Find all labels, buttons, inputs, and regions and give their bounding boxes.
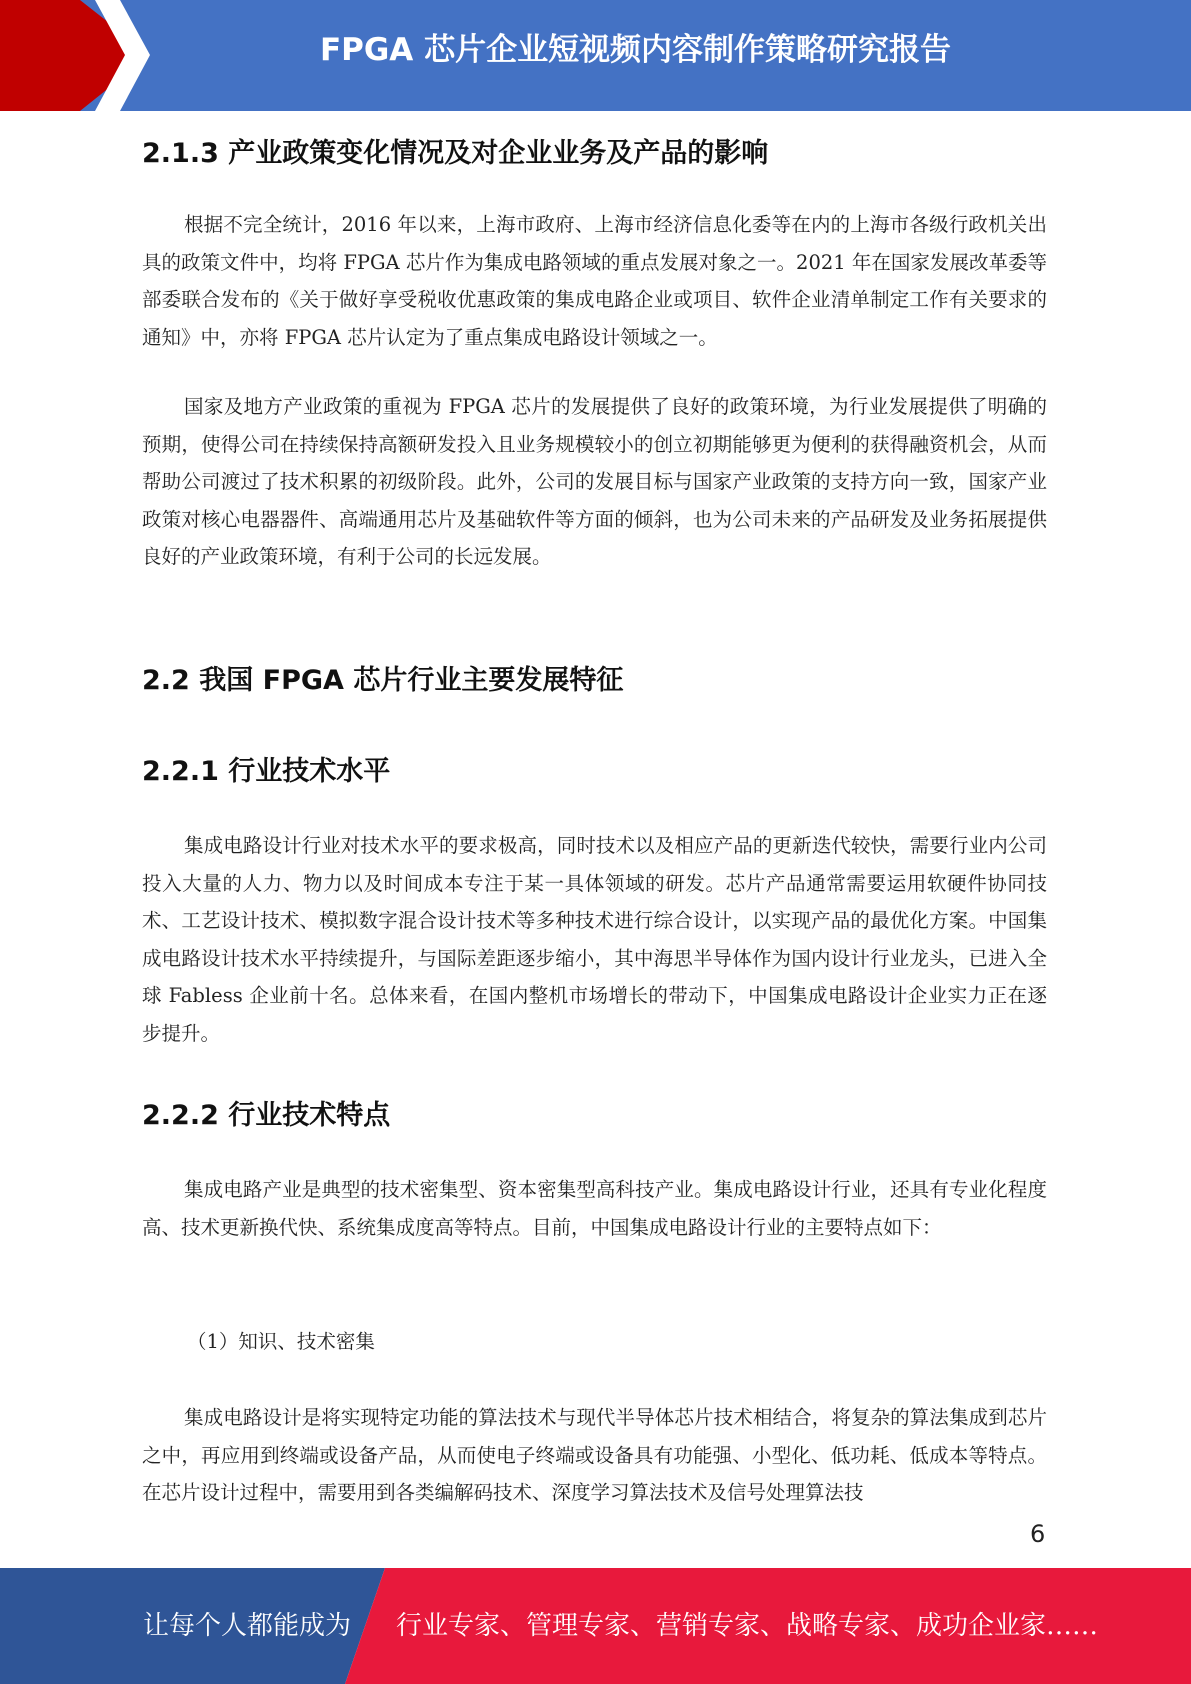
page-header (0, 0, 1191, 111)
heading-2-2: 2.2 我国 FPGA 芯片行业主要发展特征 (142, 665, 624, 696)
paragraph: 集成电路设计是将实现特定功能的算法技术与现代半导体芯片技术相结合，将复杂的算法集成到芯片之中，再应用到终端或设备产品，从而使电子终端或设备具有功能强、小型化、低功耗、低成本等特点。在芯片设计过程中，需要用到各类编解码技术、深度学习算法技术及信号处理算法技 (142, 1406, 1047, 1504)
heading-2-2-2: 2.2.2 行业技术特点 (142, 1100, 391, 1131)
heading-2-2-1: 2.2.1 行业技术水平 (142, 756, 391, 787)
page-footer (0, 1568, 1191, 1684)
page-number: 6 (1030, 1520, 1046, 1548)
paragraph: 集成电路产业是典型的技术密集型、资本密集型高科技产业。集成电路设计行业，还具有专业化程度高、技术更新换代快、系统集成度高等特点。目前，中国集成电路设计行业的主要特点如下： (142, 1178, 1047, 1239)
paragraph: 国家及地方产业政策的重视为 FPGA 芯片的发展提供了良好的政策环境，为行业发展提供了明确的预期，使得公司在持续保持高额研发投入且业务规模较小的创立初期能够更为便利的获得融资机会，从而帮助公司渡过了技术积累的初级阶段。此外，公司的发展目标与国家产业政策的支持方向一致，国家产业政策对核心电器器件、高端通用芯片及基础软件等方面的倾斜，也为公司未来的产品研发及业务拓展提供良好的产业政策环境，有利于公司的长远发展。 (142, 395, 1047, 568)
list-item: （1）知识、技术密集 (187, 1330, 375, 1353)
footer-slogan-right: 行业专家、管理专家、营销专家、战略专家、成功企业家…… (396, 1611, 1099, 1641)
report-title: FPGA 芯片企业短视频内容制作策略研究报告 (319, 32, 952, 68)
heading-2-1-3: 2.1.3 产业政策变化情况及对企业业务及产品的影响 (142, 138, 769, 169)
paragraph: 集成电路设计行业对技术水平的要求极高，同时技术以及相应产品的更新迭代较快，需要行业内公司投入大量的人力、物力以及时间成本专注于某一具体领域的研发。芯片产品通常需要运用软硬件协同技术、工艺设计技术、模拟数字混合设计技术等多种技术进行综合设计，以实现产品的最优化方案。中国集成电路设计技术水平持续提升，与国际差距逐步缩小，其中海思半导体作为国内设计行业龙头，已进入全球 Fabless 企业前十名。总体来看，在国内整机市场增长的带动下，中国集成电路设计企业实力正在逐步提升。 (142, 834, 1047, 1045)
footer-slogan-left: 让每个人都能成为 (143, 1611, 352, 1641)
paragraph: 根据不完全统计，2016 年以来，上海市政府、上海市经济信息化委等在内的上海市各级行政机关出具的政策文件中，均将 FPGA 芯片作为集成电路领域的重点发展对象之一。2021 年在国家发展改革委等部委联合发布的《关于做好享受税收优惠政策的集成电路企业或项目、软件企业清单制定工作有关要求的通知》中，亦将 FPGA 芯片认定为了重点集成电路设计领域之一。 (142, 213, 1047, 349)
